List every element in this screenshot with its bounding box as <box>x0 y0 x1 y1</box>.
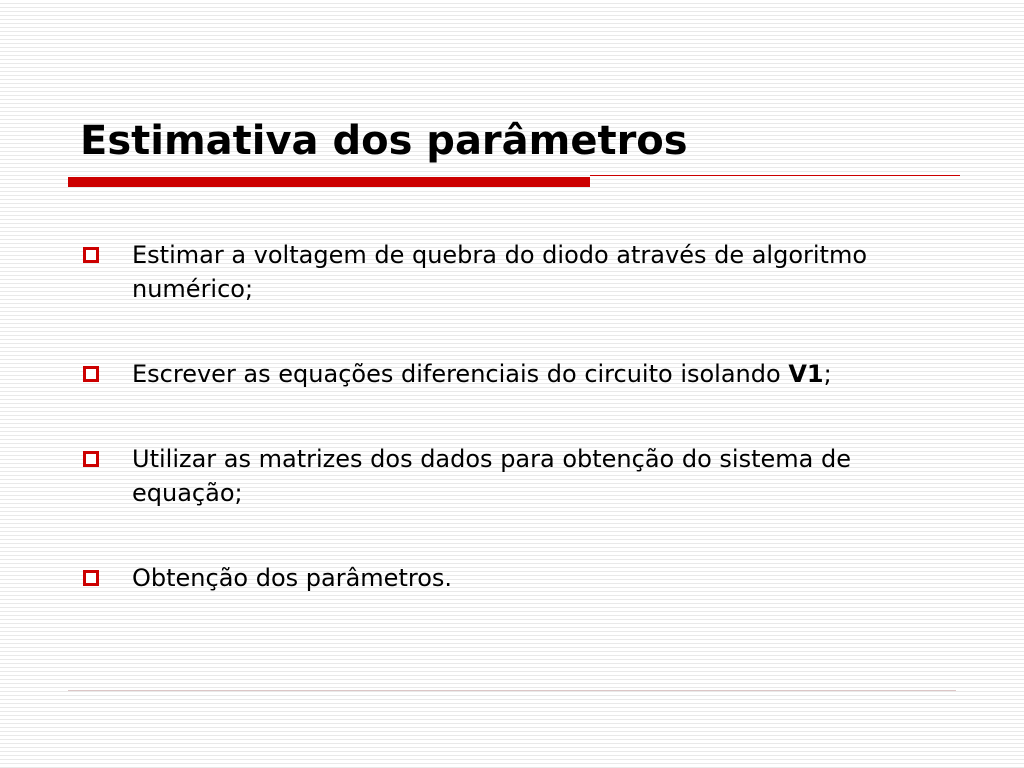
bullet-text: Utilizar as matrizes dos dados para obtenção do sistema de equação; <box>132 445 851 507</box>
bullet-list <box>80 238 910 595</box>
bullet-text-end: ; <box>823 360 832 388</box>
bullet-item <box>80 561 910 595</box>
title-underline-bar <box>68 177 590 187</box>
bullet-item <box>80 238 910 306</box>
bullet-text: Escrever as equações diferenciais do circuito isolando <box>132 360 789 388</box>
hollow-square-bullet-icon <box>83 451 99 467</box>
slide-title: Estimativa dos parâmetros <box>80 118 688 164</box>
bullet-text: Estimar a voltagem de quebra do diodo através de algoritmo numérico; <box>132 241 868 303</box>
hollow-square-bullet-icon <box>83 570 99 586</box>
footer-divider <box>68 690 956 691</box>
bullet-text: Obtenção dos parâmetros. <box>132 564 453 592</box>
title-underline-thin <box>590 175 960 176</box>
hollow-square-bullet-icon <box>83 366 99 382</box>
bullet-bold-term: V1 <box>788 360 824 388</box>
hollow-square-bullet-icon <box>83 247 99 263</box>
bullet-item <box>80 357 910 391</box>
bullet-item <box>80 442 910 510</box>
